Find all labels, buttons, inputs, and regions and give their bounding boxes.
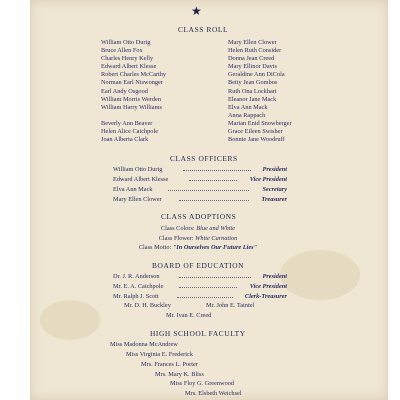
board-row	[206, 302, 254, 309]
officer-title: Vice President	[249, 176, 287, 183]
faculty-member: Miss Virginia E. Frederick	[126, 351, 193, 358]
faculty-member: Mrs. Mary K. Bliss	[155, 371, 204, 378]
board-member-title: President	[262, 273, 287, 280]
officer-title: President	[262, 166, 287, 173]
officer-name: Mary Ellen Clower	[113, 196, 162, 203]
class-adoptions-heading: CLASS ADOPTIONS	[161, 212, 237, 221]
roll-name: Charles Henry Kelly	[101, 55, 154, 63]
roll-name: Joan Alberta Clark	[101, 136, 149, 144]
high-school-faculty-heading: HIGH SCHOOL FACULTY	[150, 329, 246, 338]
class-roll-left-column	[101, 39, 166, 144]
class-colors-line	[161, 225, 235, 232]
roll-name: Betty Jean Gombos	[228, 79, 278, 87]
class-officers-heading: CLASS OFFICERS	[170, 154, 238, 163]
officer-title: Secretary	[262, 186, 287, 193]
roll-name: William Harry Williams	[101, 103, 162, 111]
roll-name: Ruth Ona Lockhart	[228, 87, 277, 95]
roll-name: Anna Rappach	[228, 111, 266, 119]
board-member-name: Mr. Ralph J. Scott	[113, 293, 159, 300]
dot-leader	[179, 200, 249, 201]
roll-name: Eleanor Jane Mack	[228, 95, 277, 103]
board-member-name: Mr. Ivan E. Creed	[166, 312, 212, 319]
class-colors-label: Class Colors:	[160, 225, 195, 232]
board-row	[113, 283, 287, 290]
class-motto-label: Class Motto:	[138, 244, 172, 251]
faculty-member: Miss Madonna McAndrew	[110, 341, 178, 348]
roll-name: Beverly Ann Beaver	[101, 119, 153, 127]
class-motto-line	[139, 244, 257, 251]
class-flower-label: Class Flower:	[158, 235, 194, 242]
roll-name: Norman Earl Niswonger	[101, 79, 163, 87]
class-flower-value: White Carnation	[195, 235, 238, 242]
class-roll-heading: CLASS ROLL	[178, 25, 229, 34]
officer-name: Edward Albert Klesse	[113, 176, 169, 183]
officer-row	[113, 176, 287, 183]
officer-row	[113, 196, 287, 203]
roll-name: Mary Ellinor Davis	[228, 63, 277, 71]
roll-name: Earl Andy Osgood	[101, 87, 148, 95]
roll-name: Marian Enid Snowberger	[228, 119, 292, 127]
board-member-title: Clerk-Treasurer	[244, 293, 287, 300]
roll-name: Helen Alice Catchpole	[101, 127, 159, 135]
roll-name: William Morris Werden	[101, 95, 161, 103]
board-row	[166, 312, 211, 319]
board-row	[113, 293, 287, 300]
officer-name: William Otto Durig	[113, 166, 163, 173]
roll-name: William Otto Durig	[101, 39, 151, 46]
officer-row	[113, 186, 287, 193]
roll-name: Bonnie Jane Woodruff	[228, 136, 285, 144]
board-row	[124, 302, 171, 309]
board-member-name: Dr. J. R. Anderson	[113, 273, 160, 280]
class-colors-value: Blue and White	[196, 225, 236, 232]
dot-leader	[189, 180, 237, 181]
faculty-member: Miss Floy G. Greenwood	[170, 380, 235, 387]
dot-leader	[183, 170, 251, 171]
paper-stain	[280, 250, 360, 300]
officer-name: Elva Ann Mack	[113, 186, 153, 193]
board-row	[113, 273, 287, 280]
roll-name: Edward Albert Klesse	[101, 63, 157, 71]
class-roll-right-column	[228, 39, 292, 144]
roll-name: Mary Ellen Clower	[228, 39, 277, 46]
dot-leader	[168, 190, 249, 191]
dot-leader	[179, 277, 251, 278]
faculty-member: Mrs. Elsbeth Weichsel	[185, 390, 242, 397]
roll-name: Robert Charles McCarthy	[101, 71, 167, 79]
roll-name: Helen Ruth Consider	[228, 47, 282, 55]
faculty-member: Mrs. Frances L. Porter	[141, 361, 198, 368]
officer-title: Treasurer	[261, 196, 287, 203]
board-member-title: Vice President	[249, 283, 287, 290]
class-flower-line	[159, 235, 238, 242]
roll-name: Geraldine Ann DiCola	[228, 71, 285, 79]
board-member-name: Mr. John E. Taintel	[206, 302, 255, 309]
officer-row	[113, 166, 287, 173]
roll-name: Bruce Allen Fox	[101, 47, 143, 55]
board-member-name: Mr. E. A. Catchpole	[113, 283, 164, 290]
star-ornament: ★	[191, 4, 202, 18]
roll-name: Elva Ann Mack	[228, 103, 268, 111]
class-motto-value: "In Ourselves Our Future Lies"	[172, 244, 258, 251]
roll-name: Grace Eileen Swisher	[228, 128, 283, 136]
dot-leader	[179, 287, 237, 288]
paper-stain	[40, 300, 100, 340]
dot-leader	[177, 297, 233, 298]
board-of-education-heading: BOARD OF EDUCATION	[152, 261, 245, 270]
board-member-name: Mr. D. H. Buckley	[124, 302, 171, 309]
roll-name: Donna Jean Creed	[228, 55, 275, 63]
